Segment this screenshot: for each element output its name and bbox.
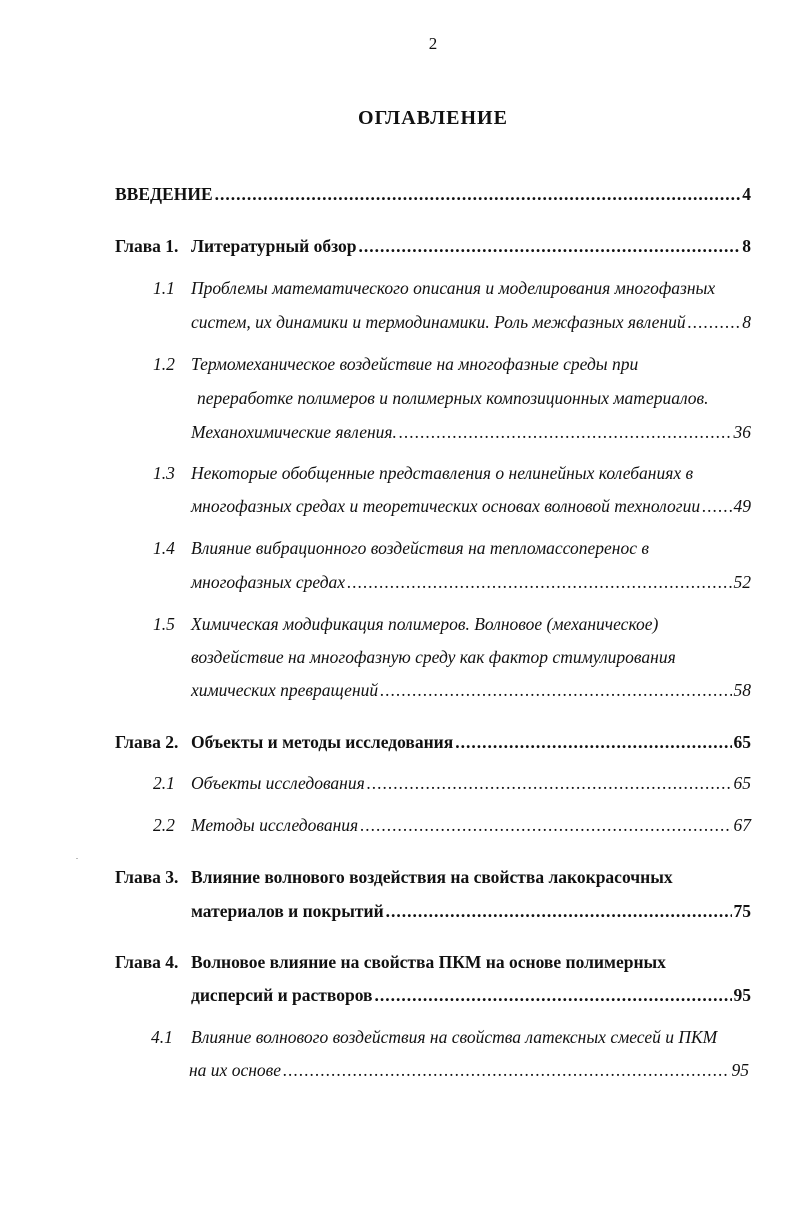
section-title-line: переработке полимеров и полимерных композиционных материалов. xyxy=(197,388,709,408)
dot-leader xyxy=(374,982,731,1008)
entry-page: 67 xyxy=(733,815,751,835)
entry-page: 75 xyxy=(733,901,751,921)
section-title-line: Влияние волнового воздействия на свойства латексных смесей и ПКМ xyxy=(191,1027,718,1047)
entry-page: 95 xyxy=(733,985,751,1005)
section-title-line: Влияние вибрационного воздействия на тепломассоперенос в xyxy=(191,538,649,558)
toc-entry-introduction[interactable] xyxy=(115,181,751,207)
toc-entry-chapter-2[interactable] xyxy=(191,729,751,755)
scan-artifact xyxy=(76,858,78,859)
chapter-number: Глава 2. xyxy=(115,732,179,752)
entry-title: многофазных средах и теоретических основах волновой технологии xyxy=(191,496,701,516)
section-number: 1.1 xyxy=(153,278,175,298)
chapter-number: Глава 4. xyxy=(115,952,179,972)
toc-entry-section-1-3[interactable] xyxy=(191,493,751,519)
section-number: 2.1 xyxy=(153,773,175,793)
entry-page: 65 xyxy=(733,732,751,752)
chapter-number: Глава 3. xyxy=(115,867,179,887)
entry-title: материалов и покрытий xyxy=(191,901,384,921)
entry-title: Литературный обзор xyxy=(191,236,357,256)
entry-page: 95 xyxy=(731,1060,749,1080)
toc-entry-section-2-1[interactable] xyxy=(191,770,751,796)
entry-page: 58 xyxy=(733,680,751,700)
dot-leader xyxy=(386,898,732,924)
dot-leader xyxy=(283,1057,729,1083)
entry-title: Объекты и методы исследования xyxy=(191,732,454,752)
dot-leader xyxy=(688,309,741,335)
dot-leader xyxy=(360,812,731,838)
entry-title: Объекты исследования xyxy=(191,773,365,793)
entry-title: дисперсий и растворов xyxy=(191,985,373,1005)
section-title-line: Некоторые обобщенные представления о нелинейных колебаниях в xyxy=(191,463,694,483)
entry-page: 4 xyxy=(742,184,751,204)
toc-entry-chapter-4[interactable] xyxy=(191,982,751,1008)
section-number: 1.3 xyxy=(153,463,175,483)
section-title-line: Термомеханическое воздействие на многофазные среды при xyxy=(191,354,639,374)
toc-entry-section-1-5[interactable] xyxy=(191,677,751,703)
toc-entry-chapter-1[interactable] xyxy=(191,233,751,259)
entry-title: многофазных средах xyxy=(191,572,346,592)
dot-leader xyxy=(347,569,731,595)
toc-entry-section-1-1[interactable] xyxy=(191,309,751,335)
dot-leader xyxy=(399,419,732,445)
section-title-line: Проблемы математического описания и моделирования многофазных xyxy=(191,278,716,298)
chapter-title-line: Влияние волнового воздействия на свойства лакокрасочных xyxy=(191,867,673,887)
section-title-line: воздействие на многофазную среду как фактор стимулирования xyxy=(191,647,676,667)
toc-title: ОГЛАВЛЕНИЕ xyxy=(358,107,508,129)
entry-title: Механохимические явления. xyxy=(191,422,397,442)
chapter-number: Глава 1. xyxy=(115,236,179,256)
chapter-title-line: Волновое влияние на свойства ПКМ на основе полимерных xyxy=(191,952,666,972)
dot-leader xyxy=(358,233,740,259)
entry-page: 8 xyxy=(742,312,751,332)
entry-page: 8 xyxy=(742,236,751,256)
section-number: 1.4 xyxy=(153,538,175,558)
section-number: 1.5 xyxy=(153,614,175,634)
section-title-line: Химическая модификация полимеров. Волновое (механическое) xyxy=(191,614,659,634)
entry-title: Методы исследования xyxy=(191,815,359,835)
entry-page: 36 xyxy=(733,422,751,442)
dot-leader xyxy=(367,770,732,796)
entry-title: систем, их динамики и термодинамики. Роль межфазных явлений xyxy=(191,312,686,332)
section-number: 4.1 xyxy=(151,1027,173,1047)
dot-leader xyxy=(455,729,731,755)
section-number: 1.2 xyxy=(153,354,175,374)
entry-page: 52 xyxy=(733,572,751,592)
section-number: 2.2 xyxy=(153,815,175,835)
entry-label: ВВЕДЕНИЕ xyxy=(115,184,213,204)
entry-page: 49 xyxy=(733,496,751,516)
dot-leader xyxy=(215,181,741,207)
page-number: 2 xyxy=(428,34,438,53)
toc-entry-section-1-4[interactable] xyxy=(191,569,751,595)
toc-entry-chapter-3[interactable] xyxy=(191,898,751,924)
dot-leader xyxy=(380,677,731,703)
entry-title: химических превращений xyxy=(191,680,379,700)
entry-page: 65 xyxy=(733,773,751,793)
dot-leader xyxy=(702,493,731,519)
toc-entry-section-4-1[interactable] xyxy=(189,1057,749,1083)
toc-entry-section-1-2[interactable] xyxy=(191,419,751,445)
toc-entry-section-2-2[interactable] xyxy=(191,812,751,838)
entry-title: на их основе xyxy=(189,1060,282,1080)
